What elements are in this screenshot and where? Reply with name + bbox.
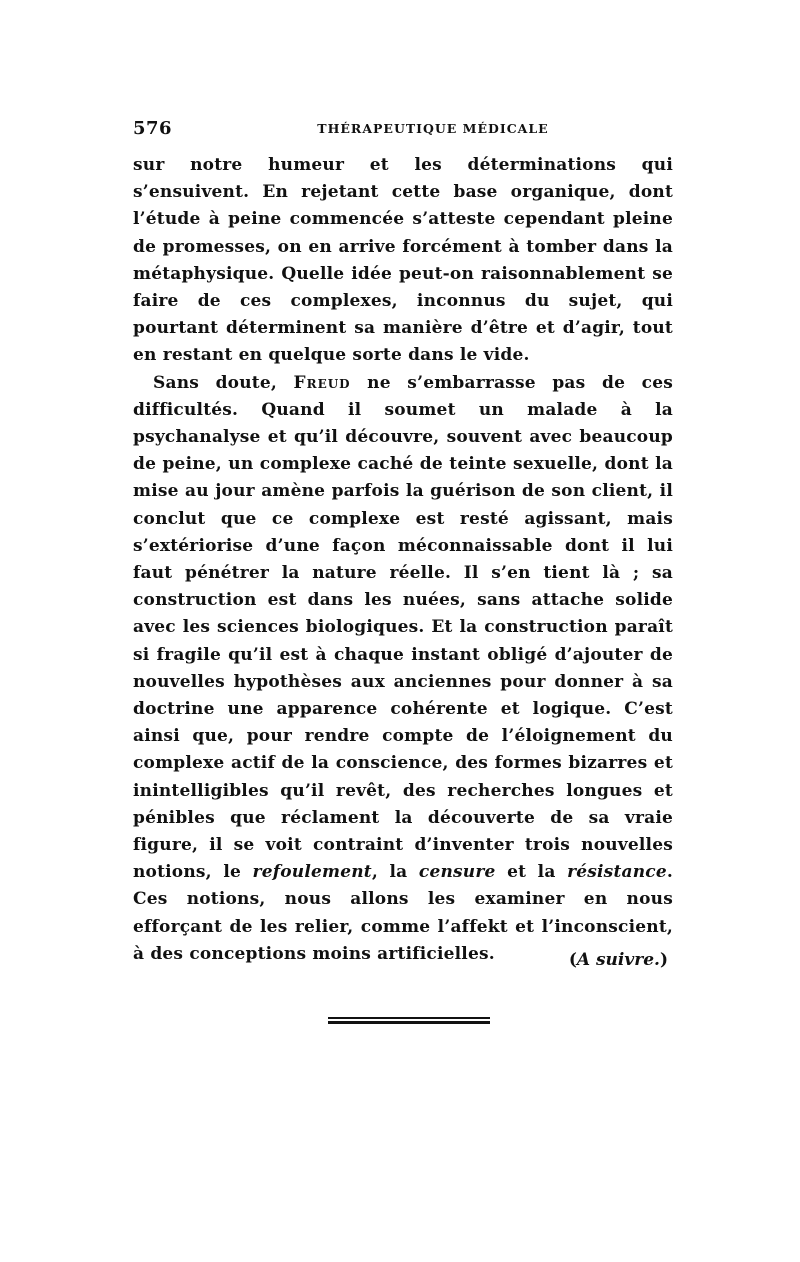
- to-be-continued: [133, 950, 668, 970]
- continued-label: A suivre.: [576, 950, 660, 970]
- separator-1: , la: [371, 862, 419, 883]
- end-rule-thick-line: [328, 1021, 490, 1024]
- end-rule-thin-line: [328, 1017, 490, 1019]
- paragraph-2-mid: ne s’embarrasse pas de ces difficultés. Quand il soumet un malade à la psychanalyse et qu’il découvre, souvent avec beaucoup de peine, un complexe caché de teinte sexuelle, dont la mise au jour amène parfois la guérison de son client, il conclut que ce complexe est resté agissant, mais s’extériorise d’une façon méconnaissable dont il lui faut pénétrer la nature réelle. Il s’en tient là ; sa construction est dans les nuées, sans attache solide avec les sciences biologiques. Et la construction paraît si fragile qu’il est à chaque instant obligé d’ajouter de nouvelles hypothèses aux anciennes pour donner à sa doctrine une apparence cohérente et logique. C’est ainsi que, pour rendre compte de l’éloignement du complexe actif de la conscience, des formes bizarres et inintelligibles qu’il revêt, des recherches longues et pénibles que réclament la découverte de sa vraie figure, il se voit contraint d’inventer trois nouvelles notions, le: [133, 372, 673, 883]
- open-paren: (: [568, 950, 577, 970]
- term-refoulement: refoulement: [252, 862, 372, 883]
- paragraph-2-end: . Ces notions, nous allons les examiner en nous efforçant de les relier, comme l’affekt et l’inconscient, à des conceptions moins artificielles.: [133, 862, 673, 964]
- running-head: [133, 118, 673, 140]
- paragraph-1: sur notre humeur et les déterminations qui s’ensuivent. En rejetant cette base organique, dont l’étude à peine commencée s’atteste cependant pleine de promesses, on en arrive forcément à tomber dans la métaphysique. Quelle idée peut-on raisonnablement se faire de ces complexes, inconnus du sujet, qui pourtant déterminent sa manière d’être et d’agir, tout en restant en quelque sorte dans le vide.: [133, 155, 673, 366]
- author-name: Freud: [293, 372, 351, 393]
- term-censure: censure: [418, 862, 496, 883]
- body-text: [133, 152, 673, 968]
- paragraph-2-start: Sans doute,: [153, 372, 294, 393]
- close-paren: ): [659, 950, 668, 970]
- running-title: THÉRAPEUTIQUE MÉDICALE: [317, 121, 549, 136]
- paragraph-2: [133, 370, 673, 968]
- page-number: 576: [133, 118, 173, 139]
- term-resistance: résistance: [567, 862, 667, 883]
- separator-2: et la: [495, 862, 568, 883]
- end-rule: [328, 1017, 490, 1025]
